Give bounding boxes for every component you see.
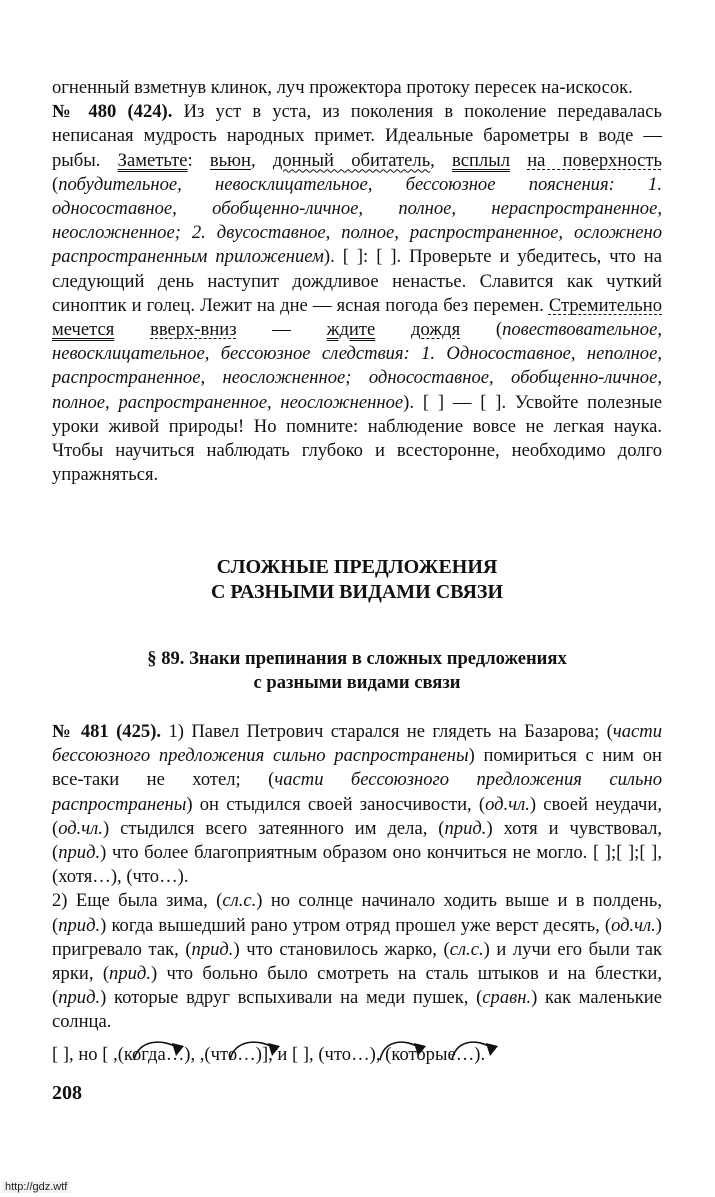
exercise-number: № 480 (424).	[52, 101, 173, 123]
sentence-scheme	[52, 1032, 672, 1082]
body-text: ) он стыдился своей заносчивости, (	[186, 793, 486, 815]
body-text: 1) Павел Петрович старался не глядеть на Базарова; (	[161, 721, 613, 742]
analysis-italic: прид.	[58, 914, 101, 936]
appositive-word: донный обитатель	[272, 149, 431, 171]
body-text: ) как маленькие солнца.	[52, 987, 662, 1033]
body-text: ) но солнце начинало ходить выше и в полдень, (	[52, 890, 663, 936]
analysis-italic: прид.	[444, 817, 487, 839]
analysis-italic: части бессоюзного предложения сильно распространены	[52, 769, 662, 815]
analysis-italic: прид.	[58, 842, 101, 864]
adverbial-word: на поверхность	[527, 149, 662, 171]
punct: :	[187, 149, 210, 171]
section-title-line: С РАЗНЫМИ ВИДАМИ СВЯЗИ	[210, 581, 504, 603]
predicate-word: всплыл	[452, 149, 510, 171]
exercise-480-block	[52, 76, 662, 487]
analysis-italic: прид.	[191, 938, 234, 960]
adverbial-word: вверх-вниз	[150, 319, 237, 341]
analysis-italic: прид.	[109, 963, 151, 985]
scheme-text: [ ], но [ ,(когда…), ,(что…)], и [ ], (что…), (которые…).	[52, 1044, 486, 1065]
body-text: Из уст в уста, из поколения в поколение передавалась неписаная мудрость народных примет. Идеальные барометры в воде — рыбы.	[52, 101, 662, 171]
subject-word: вьюн	[209, 149, 251, 171]
body-text: ) и лучи его были так ярки, (	[52, 938, 662, 985]
predicate-word: ждите	[326, 319, 376, 341]
predicate-word: мечется	[52, 319, 115, 341]
page-number: 208	[52, 1082, 82, 1104]
analysis-italic: прид.	[58, 987, 101, 1009]
predicate-word: Заметьте	[117, 149, 188, 171]
arrow-head	[486, 1043, 498, 1056]
body-text: ) хотя и чувствовал, (	[52, 817, 663, 864]
paragraph-title-line: с разными видами связи	[253, 672, 461, 693]
space	[510, 150, 527, 171]
body-text: 2) Еще была зима, (	[52, 890, 223, 912]
body-text: ) своей неудачи, (	[52, 793, 662, 839]
paragraph-title	[52, 647, 662, 695]
space	[114, 319, 150, 340]
analysis-italic: повествовательное, невосклицательное, бессоюзное следствия: 1. Односоставное, неполное, распространенное, неосложненное; односоставное, обобщенно-личное, полное, распространенное, неосложненное	[52, 319, 663, 413]
paragraph	[52, 889, 662, 1034]
watermark-link[interactable]: http://gdz.wtf	[2, 1181, 70, 1193]
paragraph-title-line: § 89. Знаки препинания в сложных предложениях	[147, 648, 567, 669]
punct: (	[460, 319, 503, 341]
body-text: ) что больно было смотреть на сталь штыков и на блестки, (	[52, 963, 663, 1009]
body-text: ) которые вдруг вспыхивали на меди пушек, (	[100, 987, 483, 1009]
analysis-italic: сравн.	[482, 987, 532, 1009]
body-text: ). [ ] — [ ]. Усвойте полезные уроки живой природы! Но помните: наблюдение вовсе не легкая наука. Чтобы научиться наблюдать глубоко и всесторонне, необходимо долго упражняться.	[52, 391, 662, 486]
body-text: ). [ ]: [ ]. Проверьте и убедитесь, что на следующий день наступит дождливое ненастье. Славится как чуткий синоптик и голец. Лежит на дне — ясная погода без перемен.	[52, 246, 662, 316]
exercise-481-block	[52, 720, 662, 1035]
analysis-italic: од.чл.	[611, 914, 656, 936]
paragraph	[52, 76, 662, 487]
analysis-italic: сл.с.	[222, 890, 257, 912]
body-text: ) когда вышедший рано утром отряд прошел уже верст десять, (	[100, 914, 612, 936]
body-text: ) помириться с ним он все-таки не хотел; (	[52, 745, 662, 791]
punct: —	[236, 319, 327, 341]
exercise-number: № 481 (425).	[52, 721, 162, 742]
adverbial-word: Стремительно	[548, 294, 662, 316]
body-text: ) что становилось жарко, (	[233, 938, 450, 960]
punct: (	[52, 173, 59, 195]
punct: ,	[430, 149, 453, 171]
analysis-italic: од.чл.	[485, 793, 530, 815]
body-text: ) что более благоприятным образом оно кончиться не могло. [ ];[ ];[ ], (хотя…), (что…).	[52, 842, 662, 888]
section-title	[52, 555, 662, 605]
space	[375, 319, 411, 340]
paragraph	[52, 720, 662, 889]
punct: ,	[251, 149, 273, 171]
continuation-text: огненный взметнув клинок, луч прожектора протоку пересек на-искосок.	[52, 77, 633, 98]
body-text: ) пригревало так, (	[52, 914, 662, 960]
section-title-line: СЛОЖНЫЕ ПРЕДЛОЖЕНИЯ	[216, 556, 498, 578]
analysis-italic: сл.с.	[449, 938, 484, 960]
analysis-italic: побудительное, невосклицательное, бессоюзное пояснения: 1. односоставное, обобщенно-личное, полное, нераспространенное, неосложненное; 2. двусоставное, полное, распространенное, осложнено распространенным приложением	[52, 173, 662, 268]
analysis-italic: од.чл.	[58, 817, 103, 839]
object-word: дождя	[411, 319, 461, 341]
analysis-italic: части бессоюзного предложения сильно распространены	[52, 721, 663, 767]
body-text: ) стыдился всего затеянного им дела, (	[102, 817, 445, 839]
